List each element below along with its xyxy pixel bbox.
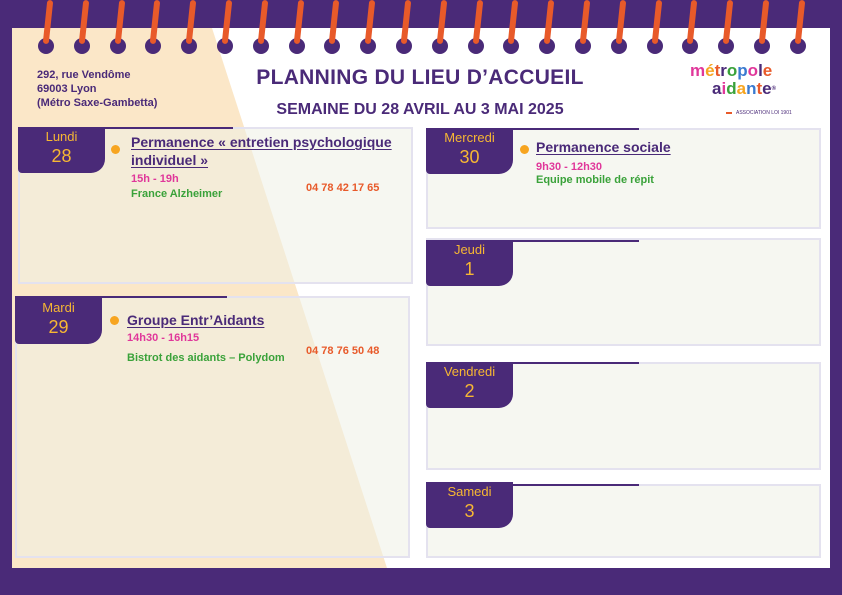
day-tab-mardi [15,298,102,344]
binding-wire [651,0,662,44]
event-time: 14h30 - 16h15 [127,332,200,344]
logo-letter: e [762,79,772,98]
day-tab-vendredi [426,362,513,408]
binding-wire [401,0,412,44]
frame-bottom [0,568,842,595]
logo-letter: e [762,61,773,80]
day-number: 29 [48,317,69,337]
binding-wire [114,0,125,44]
binding-wire [616,0,627,44]
day-name: Samedi [447,484,492,499]
event-phone[interactable]: 04 78 42 17 65 [306,182,380,194]
logo-letter: a [736,79,747,98]
event-title[interactable]: Permanence sociale [536,139,671,155]
day-name: Lundi [45,129,78,144]
day-name: Mercredi [444,130,495,145]
binding-wire [43,0,54,44]
logo-registered-mark: ® [771,86,777,92]
day-tab-jeudi [426,240,513,286]
binding-wire [723,0,734,44]
event-place: Equipe mobile de répit [536,174,654,186]
logo-letter: a [712,79,722,98]
binding-wire [795,0,806,44]
logo-letter: d [726,79,737,98]
binding-wire [508,0,519,44]
logo-word-metropole [690,62,820,80]
event-place: Bistrot des aidants – Polydom [127,352,285,364]
page-subtitle: SEMAINE DU 28 AVRIL AU 3 MAI 2025 [276,101,564,118]
day-name: Mardi [42,300,75,315]
logo-letter: r [720,61,727,80]
day-tab-mercredi [426,128,513,174]
binding-wire [150,0,161,44]
event-place: France Alzheimer [131,188,223,200]
logo-letter: l [758,61,763,80]
event-phone[interactable]: 04 78 76 50 48 [306,345,380,357]
event-title[interactable]: Permanence « entretien psychologique individuel » [131,134,392,168]
binding-wire [580,0,591,44]
day-number: 2 [464,381,475,401]
binding-wire [186,0,197,44]
address-line: 292, rue Vendôme [37,69,131,81]
logo-letter: t [714,61,721,80]
day-number: 28 [51,146,72,166]
binding-wire [687,0,698,44]
event-bullet-icon [520,145,529,154]
logo-letter: o [747,61,759,80]
address-block [37,68,157,110]
logo-letter: p [737,61,748,80]
metropole-aidante-logo [690,62,820,122]
logo-letter: i [721,79,727,98]
day-number: 1 [464,259,475,279]
event-bullet-icon [110,316,119,325]
day-tab-lundi [18,127,105,173]
logo-letter: t [756,79,763,98]
day-number: 3 [464,501,475,521]
event-time: 15h - 19h [131,173,179,185]
frame-right [830,0,842,595]
frame-left [0,0,12,595]
binding-wire [365,0,376,44]
day-number: 30 [459,147,480,167]
event-time: 9h30 - 12h30 [536,161,603,173]
day-tab-samedi [426,482,513,528]
spiral-binding [0,0,842,60]
logo-letter: n [746,79,757,98]
day-name: Vendredi [443,364,496,379]
binding-wire [293,0,304,44]
event-bullet-icon [111,145,120,154]
binding-wire [472,0,483,44]
page-title: PLANNING DU LIEU D’ACCUEIL [256,66,584,89]
address-line: (Métro Saxe-Gambetta) [37,97,158,109]
logo-tagline: ASSOCIATION LOI 1901 [736,110,792,116]
logo-dash [726,112,732,114]
binding-wire [544,0,555,44]
event-title[interactable]: Groupe Entr’Aidants [127,312,265,328]
logo-word-aidante [690,80,820,98]
binding-wire [759,0,770,44]
day-name: Jeudi [453,242,486,257]
binding-wire [79,0,90,44]
binding-wire [329,0,340,44]
binding-wire [437,0,448,44]
logo-letter: o [726,61,738,80]
logo-letter: m [690,61,706,80]
binding-wire [258,0,269,44]
address-line: 69003 Lyon [37,83,97,95]
logo-letter: é [705,61,715,80]
binding-wire [222,0,233,44]
